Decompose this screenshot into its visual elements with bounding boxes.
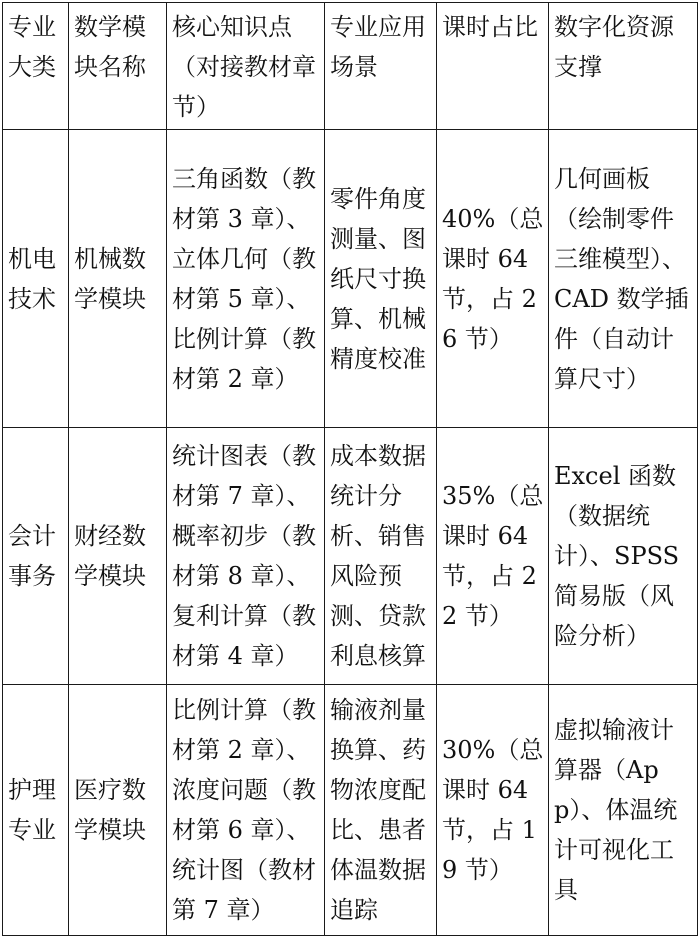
cell-hours-share: 30%（总课时 64 节，占 19 节） [437, 685, 549, 936]
header-core-knowledge: 核心知识点（对接教材章节） [167, 3, 325, 130]
table-row [3, 130, 698, 428]
header-hours-share: 课时占比 [437, 3, 549, 130]
cell-application-scenario: 零件角度测量、图纸尺寸换算、机械精度校准 [325, 130, 437, 428]
cell-digital-resources: 几何画板（绘制零件三维模型）、CAD 数学插件（自动计算尺寸） [549, 130, 698, 428]
table-header-row [3, 3, 698, 130]
cell-digital-resources: Excel 函数（数据统计）、SPSS 简易版（风险分析） [549, 428, 698, 685]
cell-hours-share: 40%（总课时 64 节，占 26 节） [437, 130, 549, 428]
cell-hours-share: 35%（总课时 64 节，占 22 节） [437, 428, 549, 685]
cell-category: 会计事务 [3, 428, 69, 685]
cell-core-knowledge: 统计图表（教材第 7 章）、概率初步（教材第 8 章）、复利计算（教材第 4 章） [167, 428, 325, 685]
cell-module-name: 医疗数学模块 [69, 685, 167, 936]
cell-digital-resources: 虚拟输液计算器（App）、体温统计可视化工具 [549, 685, 698, 936]
cell-application-scenario: 成本数据统计分析、销售风险预测、贷款利息核算 [325, 428, 437, 685]
header-digital-resources: 数字化资源支撑 [549, 3, 698, 130]
cell-core-knowledge: 比例计算（教材第 2 章）、浓度问题（教材第 6 章）、统计图（教材第 7 章） [167, 685, 325, 936]
table-row [3, 685, 698, 936]
module-table [2, 2, 698, 936]
header-module-name: 数学模块名称 [69, 3, 167, 130]
cell-core-knowledge: 三角函数（教材第 3 章）、立体几何（教材第 5 章）、比例计算（教材第 2 章） [167, 130, 325, 428]
table-row [3, 428, 698, 685]
cell-category: 护理专业 [3, 685, 69, 936]
cell-application-scenario: 输液剂量换算、药物浓度配比、患者体温数据追踪 [325, 685, 437, 936]
header-category: 专业大类 [3, 3, 69, 130]
cell-category: 机电技术 [3, 130, 69, 428]
cell-module-name: 机械数学模块 [69, 130, 167, 428]
cell-module-name: 财经数学模块 [69, 428, 167, 685]
header-application-scenario: 专业应用场景 [325, 3, 437, 130]
